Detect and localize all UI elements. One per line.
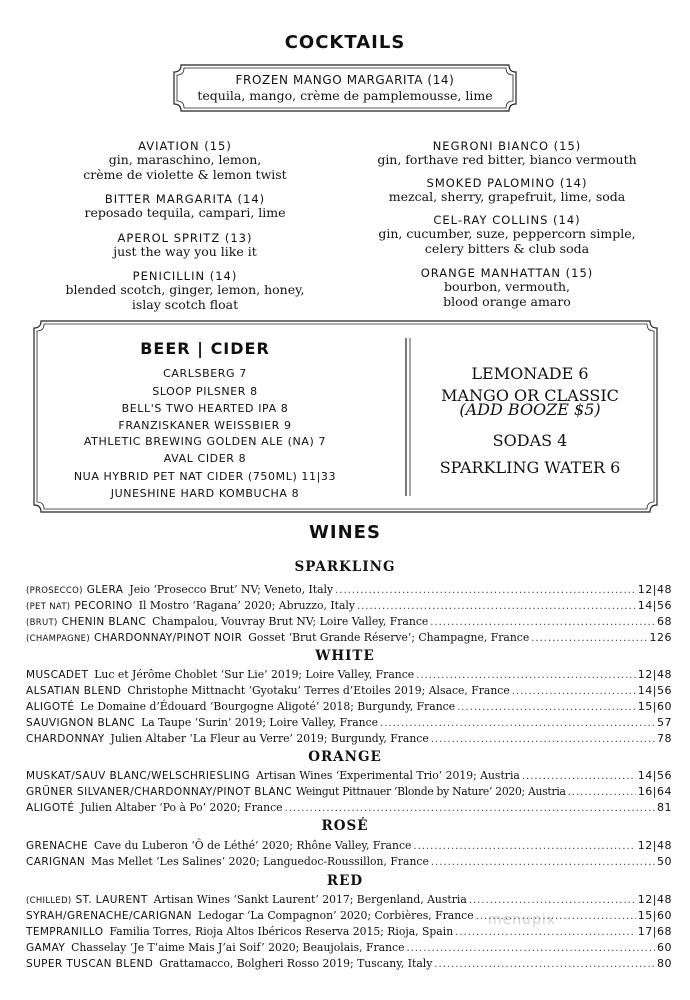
leader-dots xyxy=(406,943,655,954)
cocktail-aperol-spritz xyxy=(40,231,330,260)
beer-cider-heading: BEER | CIDER xyxy=(140,339,270,358)
leader-dots xyxy=(357,601,636,612)
wine-desc: Chasselay ‘Je T’aime Mais J’ai Soif’ 2020; Beaujolais, France xyxy=(71,941,405,954)
beer-item: JUNESHINE HARD KOMBUCHA 8 xyxy=(110,487,300,500)
wine-grape: CHARDONNAY xyxy=(26,733,105,745)
wine-grape: TEMPRANILLO xyxy=(26,926,104,938)
wine-price: 78 xyxy=(657,732,672,745)
featured-cocktail-box xyxy=(173,64,517,112)
wine-price: 12|48 xyxy=(637,668,672,681)
wine-row xyxy=(26,909,672,925)
cocktail-desc: reposado tequila, campari, lime xyxy=(84,205,286,220)
cocktails-heading: COCKTAILS xyxy=(284,32,406,53)
section-heading-rose: ROSÉ xyxy=(321,818,369,834)
cocktail-name: SMOKED PALOMINO (14) xyxy=(426,176,588,190)
beer-item: BELL'S TWO HEARTED IPA 8 xyxy=(121,402,289,415)
wine-grape: SYRAH/GRENACHE/CARIGNAN xyxy=(26,910,193,922)
section-heading-orange: ORANGE xyxy=(308,749,382,765)
lemonade-addon: (ADD BOOZE $5) xyxy=(459,400,601,419)
leader-dots xyxy=(531,633,647,644)
leader-dots xyxy=(413,841,635,852)
beer-item: AVAL CIDER 8 xyxy=(163,452,247,465)
cocktail-penicillin xyxy=(40,269,330,312)
beer-item: ATHLETIC BREWING GOLDEN ALE (NA) 7 xyxy=(83,435,327,448)
wine-grape: MUSKAT/SAUV BLANC/WELSCHRIESLING xyxy=(26,770,251,782)
wine-grape: ST. LAURENT xyxy=(75,894,148,906)
wine-grape: CHENIN BLANC xyxy=(61,616,147,628)
leader-dots xyxy=(431,857,655,868)
wine-row xyxy=(26,893,672,909)
wine-price: 14|56 xyxy=(637,684,672,697)
wine-desc: Weingut Pittnauer ‘Blonde by Nature’ 2020; Austria xyxy=(295,785,566,798)
leader-dots xyxy=(457,702,636,713)
wine-price: 12|48 xyxy=(637,583,672,596)
featured-cocktail-name: FROZEN MANGO MARGARITA (14) xyxy=(235,73,455,87)
cocktail-desc: blood orange amaro xyxy=(443,293,571,309)
wine-desc: La Taupe ‘Surin’ 2019; Loire Valley, France xyxy=(141,716,379,729)
cocktail-desc: gin, cucumber, suze, peppercorn simple, xyxy=(378,226,636,241)
wine-desc: Familia Torres, Rioja Altos Ibéricos Reserva 2015; Rioja, Spain xyxy=(109,925,454,938)
wine-grape: GLERA xyxy=(86,584,124,596)
leader-dots xyxy=(335,585,636,596)
beer-item: NUA HYBRID PET NAT CIDER (750ML) 11|33 xyxy=(73,470,337,483)
sparkling-water-item: SPARKLING WATER 6 xyxy=(439,458,621,477)
wine-row xyxy=(26,732,672,748)
wine-price: 68 xyxy=(657,615,672,628)
wine-grape: ALSATIAN BLEND xyxy=(26,685,122,697)
wine-row xyxy=(26,785,672,801)
wine-price: 14|56 xyxy=(637,599,672,612)
wine-price: 60 xyxy=(657,941,672,954)
wine-price: 16|64 xyxy=(637,785,672,798)
wine-row xyxy=(26,839,672,855)
leader-dots xyxy=(430,617,655,628)
wine-grape: GRENACHE xyxy=(26,840,88,852)
wine-desc: Julien Altaber ‘La Fleur au Verre’ 2019; Burgundy, France xyxy=(110,732,429,745)
wine-desc: Il Mostro ‘Ragana’ 2020; Abruzzo, Italy xyxy=(138,599,355,612)
wine-grape: GRÜNER SILVANER/CHARDONNAY/PINOT BLANC xyxy=(26,786,292,798)
section-heading-white: WHITE xyxy=(315,648,375,664)
cocktail-desc: islay scotch float xyxy=(131,296,239,312)
wine-desc: Jeio ‘Prosecco Brut’ NV; Veneto, Italy xyxy=(129,583,334,596)
wine-desc: Champalou, Vouvray Brut NV; Loire Valley, France xyxy=(152,615,429,628)
leader-dots xyxy=(431,734,655,745)
watermark: menupix xyxy=(488,912,557,928)
wine-grape: CARIGNAN xyxy=(26,856,86,868)
wine-desc: Julien Altaber ‘Po à Po’ 2020; France xyxy=(80,801,283,814)
cocktail-desc: bourbon, vermouth, xyxy=(444,279,570,294)
wine-price: 57 xyxy=(657,716,672,729)
cocktail-name: APEROL SPRITZ (13) xyxy=(117,231,253,245)
cocktail-desc: gin, forthave red bitter, bianco vermouth xyxy=(377,152,637,167)
cocktail-orange-manhattan xyxy=(362,266,652,309)
wine-row xyxy=(26,599,672,615)
wine-desc: Christophe Mittnacht ‘Gyotaku’ Terres d’Etoiles 2019; Alsace, France xyxy=(127,684,510,697)
beer-item: FRANZISKANER WEISSBIER 9 xyxy=(118,419,292,432)
wine-row xyxy=(26,668,672,684)
cocktail-desc: just the way you like it xyxy=(113,244,257,259)
leader-dots xyxy=(416,670,636,681)
leader-dots xyxy=(469,895,636,906)
cocktail-name: NEGRONI BIANCO (15) xyxy=(432,139,582,153)
wine-desc: Ledogar ‘La Compagnon’ 2020; Corbières, France xyxy=(198,909,474,922)
wine-grape: CHARDONNAY/PINOT NOIR xyxy=(93,632,243,644)
cocktail-cel-ray-collins xyxy=(362,213,652,256)
wine-price: 50 xyxy=(657,855,672,868)
wine-grape: ALIGOTÉ xyxy=(26,701,75,713)
cocktail-name: AVIATION (15) xyxy=(138,139,232,153)
wine-style: (PROSECCO) xyxy=(26,586,83,596)
wine-price: 15|60 xyxy=(637,909,672,922)
cocktail-desc: blended scotch, ginger, lemon, honey, xyxy=(65,282,305,297)
cocktail-desc: crème de violette & lemon twist xyxy=(83,166,287,182)
wine-grape: SUPER TUSCAN BLEND xyxy=(26,958,154,970)
wine-price: 12|48 xyxy=(637,893,672,906)
cocktail-name: CEL-RAY COLLINS (14) xyxy=(433,213,581,227)
cocktail-negroni-bianco xyxy=(362,139,652,168)
wine-row xyxy=(26,716,672,732)
cocktail-smoked-palomino xyxy=(362,176,652,205)
leader-dots xyxy=(380,718,655,729)
section-heading-sparkling: SPARKLING xyxy=(294,559,396,575)
leader-dots xyxy=(522,771,636,782)
wine-price: 14|56 xyxy=(637,769,672,782)
wine-price: 15|60 xyxy=(637,700,672,713)
wine-row xyxy=(26,957,672,973)
cocktail-desc: celery bitters & club soda xyxy=(424,240,590,256)
wine-row xyxy=(26,631,672,647)
wine-style: (BRUT) xyxy=(26,618,58,628)
leader-dots xyxy=(434,959,655,970)
wine-grape: MUSCADET xyxy=(26,669,89,681)
wines-heading: WINES xyxy=(309,522,381,543)
wine-price: 17|68 xyxy=(637,925,672,938)
cocktail-name: BITTER MARGARITA (14) xyxy=(104,192,266,206)
wine-desc: Artisan Wines ‘Experimental Trio’ 2019; Austria xyxy=(256,769,520,782)
wine-grape: PECORINO xyxy=(74,600,133,612)
wine-style: (CHILLED) xyxy=(26,896,72,906)
leader-dots xyxy=(455,927,636,938)
wine-grape: SAUVIGNON BLANC xyxy=(26,717,136,729)
wine-style: (PET NAT) xyxy=(26,602,71,612)
cocktail-aviation xyxy=(40,139,330,182)
featured-cocktail-desc: tequila, mango, crème de pamplemousse, lime xyxy=(197,88,493,103)
leader-dots xyxy=(512,686,636,697)
wine-row xyxy=(26,941,672,957)
wine-row xyxy=(26,684,672,700)
wine-price: 12|48 xyxy=(637,839,672,852)
wine-desc: Gosset ‘Brut Grande Réserve’; Champagne, France xyxy=(248,631,530,644)
wine-desc: Mas Mellet ‘Les Salines’ 2020; Languedoc-Roussillon, France xyxy=(91,855,429,868)
wine-row xyxy=(26,769,672,785)
wine-desc: Luc et Jérôme Choblet ‘Sur Lie’ 2019; Loire Valley, France xyxy=(94,668,415,681)
sodas-item: SODAS 4 xyxy=(492,431,568,450)
wine-desc: Le Domaine d’Édouard ‘Bourgogne Aligoté’ 2018; Burgundy, France xyxy=(80,700,456,713)
lemonade-item: LEMONADE 6 xyxy=(471,364,589,383)
wine-style: (CHAMPAGNE) xyxy=(26,634,90,644)
wine-row xyxy=(26,801,672,817)
wine-row xyxy=(26,615,672,631)
wine-desc: Artisan Wines ‘Sankt Laurent’ 2017; Bergenland, Austria xyxy=(153,893,467,906)
cocktail-name: ORANGE MANHATTAN (15) xyxy=(420,266,594,280)
beer-item: SLOOP PILSNER 8 xyxy=(152,385,258,398)
wine-row xyxy=(26,855,672,871)
wine-row xyxy=(26,925,672,941)
wine-price: 80 xyxy=(657,957,672,970)
section-heading-red: RED xyxy=(326,873,364,889)
lemonade-option: MANGO OR CLASSIC xyxy=(441,386,619,405)
wine-desc: Cave du Luberon ‘Ô de Léthé’ 2020; Rhône Valley, France xyxy=(93,839,412,852)
leader-dots xyxy=(285,803,655,814)
cocktail-desc: mezcal, sherry, grapefruit, lime, soda xyxy=(388,189,626,204)
leader-dots xyxy=(568,787,636,798)
wine-row xyxy=(26,700,672,716)
cocktail-desc: gin, maraschino, lemon, xyxy=(108,152,262,167)
beer-item: CARLSBERG 7 xyxy=(163,367,247,380)
cocktail-name: PENICILLIN (14) xyxy=(132,269,238,283)
wine-grape: GAMAY xyxy=(26,942,66,954)
wine-price: 81 xyxy=(657,801,672,814)
wine-price: 126 xyxy=(649,631,672,644)
wine-row xyxy=(26,583,672,599)
wine-desc: Grattamacco, Bolgheri Rosso 2019; Tuscany, Italy xyxy=(159,957,433,970)
cocktail-bitter-margarita xyxy=(40,192,330,221)
wine-grape: ALIGOTÉ xyxy=(26,802,75,814)
